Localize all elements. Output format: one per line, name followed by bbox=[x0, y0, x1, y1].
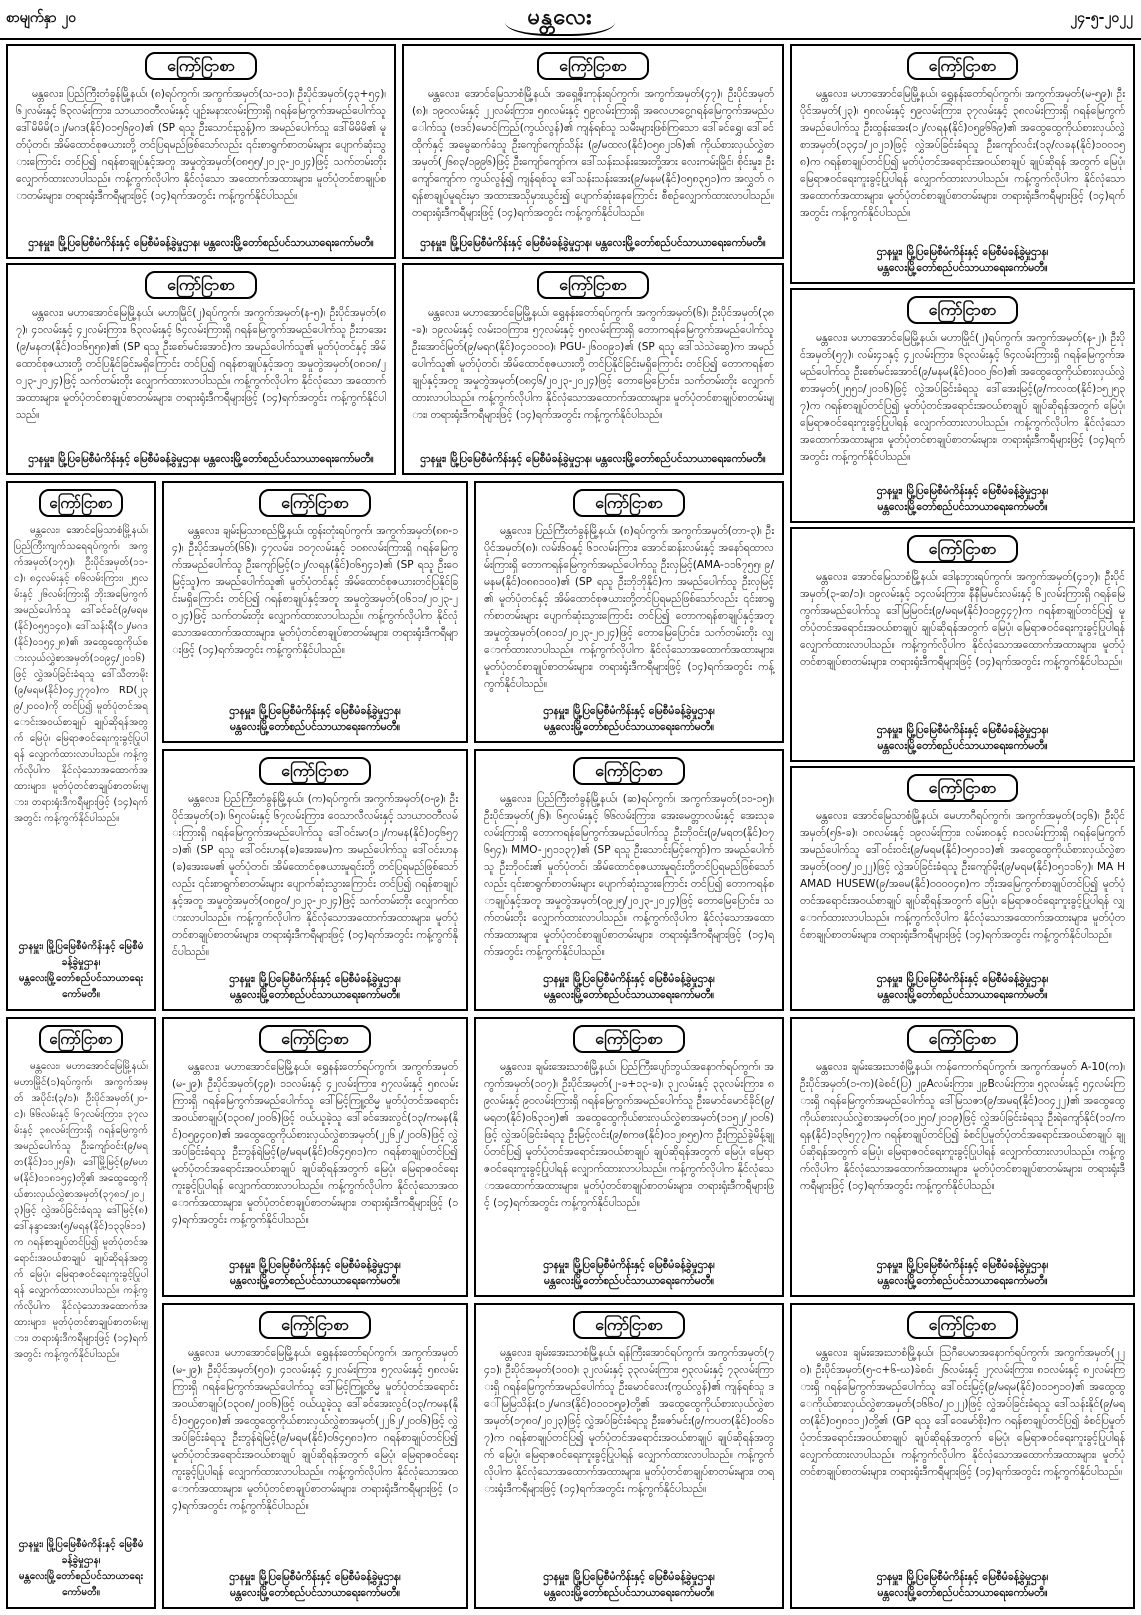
notice-title: ကြော်ငြာစာ bbox=[145, 52, 257, 80]
notice-body: မန္တလေး၊ မဟာအောင်မြေမြို့နယ်၊ မဟာမြိုင်(၂)ရပ်ကွက်၊ အကွက်အမှတ်(န-၂)၊ ဦးပိုင်အမှတ်(၅၇)၊ လမ်း၄၁နှင့် ၄၂လမ်းကြား၊ ၆၃လမ်းနှင့် ၆၄လမ်းကြားရှိ ဂရန်မြေကွက်အမည်ပေါက်သူ ဦးစော်မင်းအောင်(၉/မနမ(နိုင်)၀၀၀၂၆၀)၏ အထွေထွေကိုယ်စားလှယ်လွှဲစာအမှတ်(၂၅၅၁/၂၀၁၆)ဖြင့် လွှဲအပ်ခြင်းခံရသူ ဒေါ်အေးမြင့်(၉/ကလထ(နိုင်)၁၅၂၅၃၇)က ဂရန်စာချုပ်တင်ပြ၍ မူတ်ပုံတင်အရောင်းအဝယ်စာချုပ် ချုပ်ဆိုရန်အတွက် မြေပုံ၊ မြေရာဇဝင်ရေးကူးခွင့်ပြုပါရန် လျှောက်ထားလာပါသည်။ ကန့်ကွက်လိုပါက နိုင်လုံသောအထောက်အထားများ၊ မူတ်ပုံတင်စာချုပ်စာတမ်းများ၊ တရားရုံးဒီကရီများဖြင့် (၁၄)ရက်အတွင်း ကန့်ကွက်နိုင်ပါသည်။ bbox=[800, 332, 1125, 463]
newspaper-logo: မန္တလေး bbox=[505, 2, 615, 36]
notice-body: မန္တလေး၊ ချမ်းအေးသာစံမြို့နယ်၊ ပြည်ကြီးပျော်ဘွယ်အနောက်ရပ်ကွက်၊ အကွက်အမှတ်(၁၀၇)၊ ဦးပိုင်အမှတ်(၂-ခ+၁၃-ခ)၊ ၃၂လမ်းနှင့် ၃၃လမ်းကြား၊ ၈၉လမ်းနှင့် ၉၀လမ်းကြားရှိ ဂရန်မြေကွက်အမည်ပေါက်သူ ဦးမောင်မောင်ခိုင်(၉/မရတ(နိုင်)၀၆၃၁၅)၏ အထွေထွေကိုယ်စားလှယ်လွှဲစာအမှတ်(၁၁၅၂/၂၀၀၆)ဖြင့် လွှဲအပ်ခြင်းခံရသူ ဦးမြင့်လင်း(၉/စကဖ(နိုင်)၀၁၂၈၅၅)က ဦးကြည်ခွဲမိန့်ချုပ်တင်ပြ၍ မူတ်ပုံတင်အရောင်းအဝယ်စာချုပ် ချုပ်ဆိုရန်အတွက် မြေပုံ၊ မြေရာဇဝင်ရေးကူးခွင့်ပြုပါရန် လျှောက်ထားလာပါသည်။ ကန့်ကွက်လိုပါက နိုင်လုံသောအထောက်အထားများ၊ မူတ်ပုံတင်စာချုပ်စာတမ်းများ၊ တရားရုံးဒီကရီများဖြင့် (၁၄)ရက်အတွင်း ကန့်ကွက်နိုင်ပါသည်။ bbox=[484, 1061, 774, 1209]
notice-body: မန္တလေး၊ အောင်မြေသာစံမြို့နယ်၊ ပြည်ကြီးကျက်သရေရပ်ကွက်၊ အကွက်အမှတ်(၁၇၅)၊ ဦးပိုင်အမှတ်(၁၁-င)၊ ၈၄လမ်းနှင့် ၈၆လမ်းကြား၊ ၂၅လမ်းနှင့် ၂၆လမ်းကြားရှိ ဘိုးအမြေကွက်အမည်ပေါက်သူ ဒေါ်ခင်ခင်(၉/မရမ(နိုင်)၀၅၅၁၄၀)၊ ဒေါ်သန်းရီ(၁၂/မဂဒ(နိုင်)၀၁၅၄၂၈)၏ အထွေထွေကိုယ်စားလှယ်လွှဲစာအမှတ်(၁၀၉၄/၂၀၁၆)ဖြင့် လွှဲအပ်ခြင်းခံရသူ ဒေါ်သီတာမိုး(၉/မရမ(နိုင်)၀၄၂၇၇၀)က RD(၂၃၉/၂၀၀၀)ကို တင်ပြ၍ မူတ်ပုံတင်အရောင်းအဝယ်စာချုပ် ချုပ်ဆိုရန်အတွက် မြေပုံ၊ မြေရာဇဝင်ရေးကူးခွင့်ပြုပါရန် လျှောက်ထားလာပါသည်။ ကန့်ကွက်လိုပါက နိုင်လုံသောအထောက်အထားများ၊ မူတ်ပုံတင်စာချုပ်စာတမ်းများ၊ တရားရုံးဒီကရီများဖြင့် (၁၄)ရက်အတွင်း ကန့်ကွက်နိုင်ပါသည်။ bbox=[14, 525, 148, 824]
notice-box bbox=[790, 44, 1135, 284]
notice-box bbox=[162, 1303, 468, 1609]
notice-box bbox=[474, 481, 784, 743]
notice-title: ကြော်ငြာစာ bbox=[907, 774, 1019, 802]
notice-title: ကြော်ငြာစာ bbox=[907, 535, 1019, 563]
notice-title: ကြော်ငြာစာ bbox=[145, 271, 257, 299]
notice-signature: ဌာနမှူး၊ မြို့ပြမြေစီမံကိန်းနှင့် မြေစီမံခန့်ခွဲမှုဌာန၊ မန္တလေးမြို့တော်စည်ပင်သာယာရေးကော်မတီ။ bbox=[229, 1571, 401, 1599]
notice-signature: ဌာနမှူး၊ မြို့ပြမြေစီမံကိန်းနှင့် မြေစီမံခန့်ခွဲမှုဌာန၊ မန္တလေးမြို့တော်စည်ပင်သာယာရေးကော်မတီ။ bbox=[420, 237, 766, 249]
notice-body: မန္တလေး၊ မဟာအောင်မြေမြို့နယ်၊ မဟာမြိုင်(၂)ရပ်ကွက်၊ အကွက်အမှတ်(န-၅)၊ ဦးပိုင်အမှတ်(၈၇)၊ ၄၁လမ်းနှင့် ၄၂လမ်းကြား၊ ၆၃လမ်းနှင့် ၆၄လမ်းကြားရှိ ဂရန်မြေကွက်အမည်ပေါက်သူ ဦးဘအေး(၉/မနတ(နိုင်)၀၁၆၅၅၈)၏ (SP ရသူ ဦးစော်မင်းအောင်)က အမည်ပေါက်သူ၏ မူတ်ပုံတင်နှင့် အိမ်ထောင်စုဇယားတို့ တင်ပြနိုင်ခြင်းမရှိကြောင်း တင်ပြ၍ ဂရန်စာချုပ်နှင့်အတူ အမှုတွဲအမှတ်(၀၈၁၈/၂၀၂၃-၂၀၂၄)ဖြင့် သက်တမ်းတိုး လျှောက်ထားလာပါသည်။ ကန့်ကွက်လိုပါက နိုင်လုံသော အထောက်အထားများ၊ မူတ်ပုံတင်စာချုပ်စာတမ်းများ၊ တရားရုံးဒီကရီများဖြင့် (၁၄)ရက်အတွင်း ကန့်ကွက်နိုင်ပါသည်။ bbox=[16, 307, 386, 421]
notice-signature: ဌာနမှူး၊ မြို့ပြမြေစီမံကိန်းနှင့် မြေစီမံခန့်ခွဲမှုဌာန၊ မန္တလေးမြို့တော်စည်ပင်သာယာရေးကော်မတီ။ bbox=[18, 941, 144, 1000]
notice-body: မန္တလေး၊ ပြည်ကြီးတံခွန်မြို့နယ်၊ (က)ရပ်ကွက်၊ အကွက်အမှတ်(၀-၉)၊ ဦးပိုင်အမှတ်(၁)၊ ၆၅လမ်းနှင့် ၆၇လမ်းကြား၊ ဝေသာလီလမ်းနှင့် သာယာဝတီလမ်းကြားရှိ ဂရန်မြေကွက်အမည်ပေါက်သူ ဒေါ်ဝင်းမာ(၁၂/ကမန(နိုင်)၀၄၆၅၇၁)၏ (SP ရသူ ဒေါ်ဝင်းဟန(ခ)အေးမေ)က အမည်ပေါက်သူ ဒေါ်ဝင်းဟန(ခ)အေးမေ၏ မူတ်ပုံတင်၊ အိမ်ထောင်စုဇယားမူရင်းတို့ တင်ပြရမည်ဖြစ်သော်လည်း ၎င်းစာရွက်စာတမ်းများ ပျောက်ဆုံးသွားကြောင်း တင်ပြ၍ ဂရန်စာချုပ်နှင့်အတူ အမှုတွဲအမှတ်(၀၈၉၀/၂၀၂၃-၂၀၂၄)ဖြင့် သက်တမ်းတိုး လျှောက်ထားလာပါသည်။ ကန့်ကွက်လိုပါက နိုင်လုံသောအထောက်အထားများ၊ မူတ်ပုံတင်စာချုပ်စာတမ်းများ၊ တရားရုံးဒီကရီများဖြင့် (၁၄)ရက်အတွင်း ကန့်ကွက်နိုင်ပါသည်။ bbox=[172, 793, 458, 958]
notice-title: ကြော်ငြာစာ bbox=[259, 1025, 371, 1053]
notice-box bbox=[6, 1017, 156, 1609]
notice-body: မန္တလေး၊ မဟာအောင်မြေမြို့နယ်၊ ရွှေနန်းတော်ရပ်ကွက်၊ အကွက်အမှတ်(၆)၊ ဦးပိုင်အမှတ်(၃၈-ခ)၊ ၁၉လမ်းနှင့် လမ်း၁၀ကြား၊ ၅၇လမ်းနှင့် ၅၈လမ်းကြားရှိ တောကရန်မြေကွက်အမည်ပေါက်သူ ဦးအောင်မြတ်(၉/မရဂ(နိုင်)၀၄၁၀၁၀)၊ PGU-၂၆၀၀၉၁)၏ (SP ရသူ ဒေါ်သဲသဲဆွေ)က အမည်ပေါက်သူ၏ မူတ်ပုံတင်၊ အိမ်ထောင်စုဇယားတို့ တင်ပြနိုင်ခြင်းမရှိကြောင်း တင်ပြ၍ တောကရန်စာချုပ်နှင့်အတူ အမှုတွဲအမှတ်(၀၈၄၆/၂၀၂၃-၂၀၂၄)ဖြင့် တောမြေပြောင်း၊ သက်တမ်းတိုး လျှောက်ထားလာပါသည်။ ကန့်ကွက်လိုပါက နိုင်လုံသောအထောက်အထားများ၊ မူတ်ပုံတင်စာချုပ်စာတမ်းများ၊ တရားရုံးဒီကရီများဖြင့် (၁၄)ရက်အတွင်း ကန့်ကွက်နိုင်ပါသည်။ bbox=[412, 307, 774, 421]
notice-title: ကြော်ငြာစာ bbox=[907, 1025, 1019, 1053]
notice-box bbox=[790, 527, 1135, 762]
notice-signature: ဌာနမှူး၊ မြို့ပြမြေစီမံကိန်းနှင့် မြေစီမံခန့်ခွဲမှုဌာန၊ မန္တလေးမြို့တော်စည်ပင်သာယာရေးကော်မတီ။ bbox=[28, 453, 374, 465]
notice-title: ကြော်ငြာစာ bbox=[39, 1025, 122, 1053]
notice-box bbox=[790, 1017, 1135, 1297]
notice-body: မန္တလေး၊ ချမ်းမြသာစည်မြို့နယ်၊ ထွန်းတုံးရပ်ကွက်၊ အကွက်အမှတ်(၈၈-၁၄)၊ ဦးပိုင်အမှတ်(၆၆)၊ ၄၇လမ်း၊ ၁၀၇လမ်းနှင့် ၁၀၈လမ်းကြားရှိ ဂရန်မြေကွက်အမည်ပေါက်သူ ဦးကျော်မြင့်(၁၂/လရန(နိုင်)၀၆၅၄၁)၏ (SP ရသူ ဦးဝေမြင့်သူ)က အမည်ပေါက်သူ၏ မူတ်ပုံတင်နှင့် အိမ်ထောင်စုဇယားတင်ပြနိုင်ခြင်းမရှိကြောင်း တင်ပြ၍ ဂရန်စာချုပ်နှင့်အတူ အမှုတွဲအမှတ်(၀၆၁၁/၂၀၂၃-၂၀၂၄)ဖြင့် သက်တမ်းတိုး လျှောက်ထားလာပါသည်။ ကန့်ကွက်လိုပါက နိုင်လုံသောအထောက်အထားများ၊ မူတ်ပုံတင်စာချုပ်စာတမ်းများ၊ တရားရုံးဒီကရီများဖြင့် (၁၄)ရက်အတွင်း ကန့်ကွက်နိုင်ပါသည်။ bbox=[172, 525, 458, 656]
notice-title: ကြော်ငြာစာ bbox=[907, 296, 1019, 324]
notice-title: ကြော်ငြာစာ bbox=[907, 52, 1019, 80]
notice-signature: ဌာနမှူး၊ မြို့ပြမြေစီမံကိန်းနှင့် မြေစီမံခန့်ခွဲမှုဌာန၊ မန္တလေးမြို့တော်စည်ပင်သာယာရေးကော်မတီ။ bbox=[28, 237, 374, 249]
notice-title: ကြော်ငြာစာ bbox=[907, 1311, 1019, 1339]
notice-title: ကြော်ငြာစာ bbox=[259, 489, 371, 517]
notice-box bbox=[162, 481, 468, 743]
notice-title: ကြော်ငြာစာ bbox=[259, 1311, 371, 1339]
notice-title: ကြော်ငြာစာ bbox=[259, 757, 371, 785]
notice-title: ကြော်ငြာစာ bbox=[573, 489, 685, 517]
notice-box bbox=[402, 44, 784, 259]
notice-title: ကြော်ငြာစာ bbox=[573, 1025, 685, 1053]
notice-signature: ဌာနမှူး၊ မြို့ပြမြေစီမံကိန်းနှင့် မြေစီမံခန့်ခွဲမှုဌာန၊ မန္တလေးမြို့တော်စည်ပင်သာယာရေးကော်မတီ။ bbox=[229, 973, 401, 1001]
notice-body: မန္တလေး၊ အောင်မြေသာစံမြို့နယ်၊ အရှေ့ဇိုးကုန်းရပ်ကွက်၊ အကွက်အမှတ်(၄၇)၊ ဦးပိုင်အမှတ်(၈)၊ ၁၉၀လမ်းနှင့် ၂၂လမ်းကြား၊ ၅၈လမ်းနှင့် ၅၉လမ်းကြားရှိ အဓလဟငွေ့ဂရန်မြေကွက်အမည်ပေါက်သူ (ဗဒင်)မောင်ကြည်(ကွယ်လွန်)၏ ကျန်ရစ်သူ သမီးများဖြစ်ကြသော ဒေါ်ခင်ရွှေ၊ ဒေါ်ခင်ထိုက်နှင့် အမွေဆက်ခံသူ ဦးကျော်ကျော်သိန်း (၉/မထလ(နိုင်)၀၅၈၂၁၆)၏ ကိုယ်စားလှယ်လွှဲစာအမှတ်(၂၆၈၃/၁၉၉၆)ဖြင့် ဦးကျော်ကျော်က၊ ဒေါ်သန်းသန်းအေးတို့အား လေးကမ်းမြိုင်၊ စိုင်းမှုး၊ ဦးကျော်ကျော်က ကွယ်လွန်၍ ကျန်ရစ်သူ ဒေါ်သန်းသန်းအေး(၉/မနမ(နိုင်)၀၅၈၃၅၁)က အလွှတ် ဂရန်စာချုပ်မူရင်းမှာ အထားအသိုမှားယွင်း၍ ပျောက်ဆုံးနေကြောင်း စီစဉ်လျှောက်ထားလာပါသည်။ တရားရုံးဒီကရီများဖြင့် (၁၄)ရက်အတွင်း ကန့်ကွက်နိုင်ပါသည်။ bbox=[412, 88, 774, 219]
notice-box bbox=[474, 1017, 784, 1297]
notice-title: ကြော်ငြာစာ bbox=[537, 271, 649, 299]
notice-signature: ဌာနမှူး၊ မြို့ပြမြေစီမံကိန်းနှင့် မြေစီမံခန့်ခွဲမှုဌာန၊ မန္တလေးမြို့တော်စည်ပင်သာယာရေးကော်မတီ။ bbox=[876, 485, 1049, 513]
notice-body: မန္တလေး၊ မဟာအောင်မြေမြို့နယ်၊ ရွှေနန်းတော်ရပ်ကွက်၊ အကွက်အမှတ်(မ-၂၉)၊ ဦးပိုင်အမှတ်(၄၉)၊ ၁၁လမ်းနှင့် ၄၂လမ်းကြား၊ ၅၇လမ်းနှင့် ၅၈လမ်းကြားရှိ ဂရန်မြေကွက်အမည်ပေါက်သူ ဒေါ်မြင့်ကြူ့ထိမ္မ မူတ်ပုံတင်အရောင်းအဝယ်စာချုပ်(၁၃၀၈/၂၀၀၆)ဖြင့် ဝယ်ယူခဲ့သူ ဒေါ်ခင်အေးလွင်(၁၃/ကမန(နိုင်)၀၅၉၄၀၈)၏ အထွေထွေကိုယ်စားလှယ်လွှဲစာအမှတ်(၂၂၆၂/၂၀၀၆)ဖြင့် လွှဲအပ်ခြင်းခံရသူ ဦးဘွန်ရဲမြင့်(၉/မရမ(နိုင်)၀၆၄၅၈၁)က ဂရန်စာချုပ်တင်ပြ၍ မူတ်ပုံတင်အရောင်းအဝယ်စာချုပ် ချုပ်ဆိုရန်အတွက် မြေပုံ၊ မြေရာဇဝင်ရေးကူးခွင့်ပြုပါရန် လျှောက်ထားလာပါသည်။ ကန့်ကွက်လိုပါက နိုင်လုံသောအထောက်အထားများ၊ မူတ်ပုံတင်စာချုပ်စာတမ်းများ၊ တရားရုံးဒီကရီများဖြင့် (၁၄)ရက်အတွင်း ကန့်ကွက်နိုင်ပါသည်။ bbox=[172, 1061, 458, 1226]
notice-title: ကြော်ငြာစာ bbox=[537, 52, 649, 80]
notice-body: မန္တလေး၊ ပြည်ကြီးတံခွန်မြို့နယ်၊ (ဆ)ရပ်ကွက်၊ အကွက်အမှတ်(၁၁-၁၅)၊ ဦးပိုင်အမှတ်(၂၆)၊ ၆၅လမ်းနှင့် ၆၆လမ်းကြား၊ အေးမေတ္တာလမ်းနှင့် အေးသုခလမ်းကြားရှိ တောကရန်မြေကွက်အမည်ပေါက်သူ ဦးဘိုဝင်း(၉/မရတ(နိုင်)၀၇၆၅၄)၊ MMO-၂၅၁၁၃၇)၏ (SP ရသူ ဦးသောင်းမြင့်ကျော်)က အမည်ပေါက်သူ ဦးဘိုဝင်း၏ မူတ်ပုံတင်၊ အိမ်ထောင်စုဇယားမူရင်းတို့တင်ပြရမည်ဖြစ်သော်လည်း ၎င်းစာရွက်စာတမ်းများ ပျောက်ဆုံးသွားကြောင်း တင်ပြ၍ တောကရန်စာချုပ်နှင့်အတူ အမှုတွဲအမှတ်(၀၉၂၅/၂၀၂၃-၂၀၂၄)ဖြင့် တောမြေပြောင်း၊ သက်တမ်းတိုး လျှောက်ထားလာပါသည်။ ကန့်ကွက်လိုပါက နိုင်လုံသောအထောက်အထားများ၊ မူတ်ပုံတင်စာချုပ်စာတမ်းများ၊ တရားရုံးဒီကရီများဖြင့် (၁၄)ရက်အတွင်း ကန့်ကွက်နိုင်ပါသည်။ bbox=[484, 793, 774, 958]
page-number: စာမျက်နှာ ၂၀ bbox=[6, 10, 77, 26]
notice-box bbox=[790, 288, 1135, 523]
notice-body: မန္တလေး၊ အောင်မြေသာစံမြို့နယ်၊ မေဟာဂီရပ်ကွက်၊ အကွက်အမှတ်(၁၄၆)၊ ဦးပိုင်အမှတ်(၅၆-ခ)၊ ၁၈လမ်းနှင့် ၁၉လမ်းကြား၊ လမ်း၈၀နှင့် ၈၁လမ်းကြားရှိ ဂရန်မြေကွက်အမည်ပေါက်သူ ဒေါ်ဝင်းဝင်း(၉/မရမ(နိုင်)၀၅၀၁၁)၏ အထွေထွေကိုယ်စားလှယ်လွှဲစာအမှတ်(၀၀၅/၂၀၂၂)ဖြင့် လွှဲအပ်ခြင်းခံရသူ ဦးကျော်မိုး(၉/မရမ(နိုင်)၀၅၁၁၆၇)၊ MA HAMAD HUSEW(၉/အဓမ(နိုင်)၀၀၀၀၄၈)က ဘိုးအမြေကွက်စာချုပ်တင်ပြ၍ မူတ်ပုံတင်အရောင်းအဝယ်စာချုပ် ချုပ်ဆိုရန်အတွက် မြေပုံ၊ မြေရာဇဝင်ရေးကူးခွင့်ပြုပါရန် လျှောက်ထားလာပါသည်။ ကန့်ကွက်လိုပါက နိုင်လုံသောအထောက်အထားများ၊ မူတ်ပုံတင်စာချုပ်စာတမ်းများ၊ တရားရုံးဒီကရီများဖြင့် (၁၄)ရက်အတွင်း ကန့်ကွက်နိုင်ပါသည်။ bbox=[800, 810, 1125, 941]
notice-signature: ဌာနမှူး၊ မြို့ပြမြေစီမံကိန်းနှင့် မြေစီမံခန့်ခွဲမှုဌာန၊ မန္တလေးမြို့တော်စည်ပင်သာယာရေးကော်မတီ။ bbox=[876, 724, 1049, 752]
notice-body: မန္တလေး၊ ချမ်းအေးသာစံမြို့နယ်၊ ကန်ကောက်ရပ်ကွက်၊ အကွက်အမှတ် A-10(က)၊ ဦးပိုင်အမှတ်(၁-က)(ခဲစင်(ပြ) ၂၉Aလမ်းကြား၊ ၂၉Bလမ်းကြား၊ ၅၃လမ်းနှင့် ၅၄လမ်းကြားရှိ ဂရန်မြေကွက်အမည်ပေါက်သူ ဒေါ်မြသဇာ(၉/အမရ(နိုင်)၀၀၄၂၂)၏ အထွေထွေကိုယ်စားလှယ်လွှဲစာအမှတ်(၁၀၂၅၀/၂၀၁၉)ဖြင့် လွှဲအပ်ခြင်းခံရသူ ဦးရဲကျော်နိုင်(၁၁/ကရန(နိုင်)၁၃၆၅၇၇)က ဂရန်စာချုပ်တင်ပြ၍ ခံစင်ပြမူတ်ပုံတင်အရောင်းအဝယ်စာချုပ် ချုပ်ဆိုရန်အတွက် မြေပုံ၊ မြေရာဇဝင်ရေးကူးခွင့်ပြုပါရန် လျှောက်ထားလာပါသည်။ ကန့်ကွက်လိုပါက နိုင်လုံသောအထောက်အထားများ၊ မူတ်ပုံတင်စာချုပ်စာတမ်းများ၊ တရားရုံးဒီကရီများဖြင့် (၁၄)ရက်အတွင်း ကန့်ကွက်နိုင်ပါသည်။ bbox=[800, 1061, 1125, 1192]
notice-body: မန္တလေး၊ ချမ်းအေးသာစံမြို့နယ်၊ ဩဂီပေမာအနောက်ရပ်ကွက်၊ အကွက်အမှတ်(၂၂၀)၊ ဦးပိုင်အမှတ်(၅-င+၆-ဃ)ခဲစင်၊ ၂၆လမ်းနှင့် ၂၇လမ်းကြား၊ ၈၁လမ်းနှင့် ၈၂လမ်းကြားရှိ ဂရန်မြေကွက်အမည်ပေါက်သူ ဒေါ်ဝင်းမြင့်(၉/မရမ(နိုင်)၀၁၁၅၁၀)၏ အထွေထွေကိုယ်စားလှယ်လွှဲစာအမှတ်(၁၆၆၀/၂၀၂၂)ဖြင့် လွှဲအပ်ခြင်းခံရသူ ဒေါ်သန်းနိုင်(၉/မရတ(နိုင်)၀၅၈၁၁၂)တို့၏ (GP ရသူ ဒေါ်ဝေမော်စိုး)က ဂရန်စာချုပ်တင်ပြ၍ ခံစင်ပြမူတ်ပုံတင်အရောင်းအဝယ်စာချုပ် ချုပ်ဆိုရန်အတွက် မြေပုံ၊ မြေရာဇဝင်ရေးကူးခွင့်ပြုပါရန် လျှောက်ထားလာပါသည်။ ကန့်ကွက်လိုပါက နိုင်လုံသောအထောက်အထားများ၊ မူတ်ပုံတင်စာချုပ်စာတမ်းများ၊ တရားရုံးဒီကရီများဖြင့် (၁၄)ရက်အတွင်း ကန့်ကွက်နိုင်ပါသည်။ bbox=[800, 1347, 1125, 1478]
notice-body: မန္တလေး၊ ပြည်ကြီးတံခွန်မြို့နယ်၊ (၈)ရပ်ကွက်၊ အကွက်အမှတ်(သ-၁၁)၊ ဦးပိုင်အမှတ်(၄၃+၅၄)၊ ၆၂လမ်းနှင့် ၆၃လမ်းကြား၊ သာယာဝတီလမ်းနှင့် ပျဉ်းမနားလမ်းကြားရှိ ဂရန်မြေကွက်အမည်ပေါက်သူ ဒေါ်မိမိမိ(၁၂/မဂဒ(နိုင်)၀၁၅၆၉၀)၏ (SP ရသူ ဦးသောင်းညွန့်)က အမည်ပေါက်သူ ဒေါ်မိမိမိ၏ မူတ်ပုံတင်၊ အိမ်ထောင်စုဇယားတို့ တင်ပြရမည်ဖြစ်သော်လည်း ၎င်းစာရွက်စာတမ်းများ ပျောက်ဆုံးသွားကြောင်း တင်ပြ၍ ဂရန်စာချုပ်နှင့်အတူ အမှုတွဲအမှတ်(၀၈၅၅/၂၀၂၃-၂၀၂၄)ဖြင့် သက်တမ်းတိုး လျှောက်ထားလာပါသည်။ ကန့်ကွက်လိုပါက နိုင်လုံသော အထောက်အထားများ၊ မူတ်ပုံတင်စာချုပ်စာတမ်းများ၊ တရားရုံးဒီကရီများဖြင့် (၁၄)ရက်အတွင်း ကန့်ကွက်နိုင်ပါသည်။ bbox=[16, 88, 387, 202]
notice-signature: ဌာနမှူး၊ မြို့ပြမြေစီမံကိန်းနှင့် မြေစီမံခန့်ခွဲမှုဌာန၊ မန္တလေးမြို့တော်စည်ပင်သာယာရေးကော်မတီ။ bbox=[543, 973, 715, 1001]
notice-box bbox=[6, 263, 396, 475]
notice-signature: ဌာနမှူး၊ မြို့ပြမြေစီမံကိန်းနှင့် မြေစီမံခန့်ခွဲမှုဌာန၊ မန္တလေးမြို့တော်စည်ပင်သာယာရေးကော်မတီ။ bbox=[543, 1571, 715, 1599]
notice-signature: ဌာနမှူး၊ မြို့ပြမြေစီမံကိန်းနှင့် မြေစီမံခန့်ခွဲမှုဌာန၊ မန္တလေးမြို့တော်စည်ပင်သာယာရေးကော်မတီ။ bbox=[420, 453, 766, 465]
notice-box bbox=[790, 766, 1135, 1011]
notice-body: မန္တလေး၊ မဟာအောင်မြေမြို့နယ်၊ မဟာမြိုင်(၁)ရပ်ကွက်၊ အကွက်အမှတ် အပိုင်း(၃/၁)၊ ဦးပိုင်အမှတ်(၂၀-င)၊ ၆၆လမ်းနှင့် ၆၇လမ်းကြား၊ ၃၇လမ်းနှင့် ၃၈လမ်းကြားရှိ ဂရန်မြေကွက်အမည်ပေါက်သူ ဦးကျော်ဝင်း(၉/မရတ(နိုင်)၁၁၂၅၆)၊ ဒေါ်မြို့မြင့်(၉/မဟမ(နိုင်)၀၁၈၁၅၄)တို့၏ အထွေထွေကိုယ်စားလှယ်လွှဲစာအမှတ်(၃၇၈၁/၂၀၂၃)ဖြင့် လွှဲအပ်ခြင်းခံရသူ ဒေါ်မြင့်(၈)ဒေါ်နန္ဒာအေး(၅/မရန(နိုင်)၁၃၃၆၁၁)က ဂရန်စာချုပ်တင်ပြ၍ မူတ်ပုံတင်အရောင်းအဝယ်စာချုပ် ချုပ်ဆိုရန်အတွက် မြေပုံ၊ မြေရာဇဝင်ရေးကူးခွင့်ပြုပါရန် လျှောက်ထားလာပါသည်။ ကန့်ကွက်လိုပါက နိုင်လုံသောအထောက်အထားများ၊ မူတ်ပုံတင်စာချုပ်စာတမ်းများ၊ တရားရုံးဒီကရီများဖြင့် (၁၄)ရက်အတွင်း ကန့်ကွက်နိုင်ပါသည်။ bbox=[14, 1061, 148, 1360]
notice-signature: ဌာနမှူး၊ မြို့ပြမြေစီမံကိန်းနှင့် မြေစီမံခန့်ခွဲမှုဌာန၊ မန္တလေးမြို့တော်စည်ပင်သာယာရေးကော်မတီ။ bbox=[876, 246, 1049, 274]
page-header bbox=[0, 0, 1141, 40]
notice-box bbox=[162, 1017, 468, 1297]
notice-body: မန္တလေး၊ မဟာအောင်မြေမြို့နယ်၊ ရွှေနန်းတော်ရပ်ကွက်၊ အကွက်အမှတ်(မ-၅၉)၊ ဦးပိုင်အမှတ်(၂၃)၊ ၅၈လမ်းနှင့် ၅၉လမ်းကြား၊ ၃၇လမ်းနှင့် ၃၈လမ်းကြားရှိ ဂရန်မြေကွက်အမည်ပေါက်သူ ဦးထွန်းအေး(၁၂/လရန(နိုင်)၀၅၉၆၆၉)၏ အထွေထွေကိုယ်စားလှယ်လွှဲစာအမှတ်(၁၃၄၁/၂၀၂၁)ဖြင့် လွှဲအပ်ခြင်းခံရသူ ဦးကျော်လင်း(၁၃/လခန(နိုင်)၁၀၀၁၅၈)က ဂရန်စာချုပ်တင်ပြ၍ မူတ်ပုံတင်အရောင်းအဝယ်စာချုပ် ချုပ်ဆိုရန် အတွက် မြေပုံ၊ မြေရာဇဝင်ရေးကူးခွင့်ပြုပါရန် လျှောက်ထားလာပါသည်။ ကန့်ကွက်လိုပါက နိုင်လုံသောအထောက်အထားများ၊ မူတ်ပုံတင်စာချုပ်စာတမ်းများ၊ တရားရုံးဒီကရီများဖြင့် (၁၄)ရက်အတွင်း ကန့်ကွက်နိုင်ပါသည်။ bbox=[800, 88, 1125, 219]
notice-title: ကြော်ငြာစာ bbox=[573, 1311, 685, 1339]
notice-box bbox=[474, 749, 784, 1011]
notice-box bbox=[6, 481, 156, 1011]
notice-box bbox=[6, 44, 396, 259]
notice-signature: ဌာနမှူး၊ မြို့ပြမြေစီမံကိန်းနှင့် မြေစီမံခန့်ခွဲမှုဌာန၊ မန္တလေးမြို့တော်စည်ပင်သာယာရေးကော်မတီ။ bbox=[543, 1259, 715, 1287]
notice-box bbox=[402, 263, 784, 475]
notice-box bbox=[474, 1303, 784, 1609]
notice-signature: ဌာနမှူး၊ မြို့ပြမြေစီမံကိန်းနှင့် မြေစီမံခန့်ခွဲမှုဌာန၊ မန္တလေးမြို့တော်စည်ပင်သာယာရေးကော်မတီ။ bbox=[876, 973, 1049, 1001]
notice-box bbox=[790, 1303, 1135, 1609]
notice-signature: ဌာနမှူး၊ မြို့ပြမြေစီမံကိန်းနှင့် မြေစီမံခန့်ခွဲမှုဌာန၊ မန္တလေးမြို့တော်စည်ပင်သာယာရေးကော်မတီ။ bbox=[876, 1259, 1049, 1287]
notice-signature: ဌာနမှူး၊ မြို့ပြမြေစီမံကိန်းနှင့် မြေစီမံခန့်ခွဲမှုဌာန၊ မန္တလေးမြို့တော်စည်ပင်သာယာရေးကော်မတီ။ bbox=[876, 1571, 1049, 1599]
notice-title: ကြော်ငြာစာ bbox=[573, 757, 685, 785]
notice-signature: ဌာနမှူး၊ မြို့ပြမြေစီမံကိန်းနှင့် မြေစီမံခန့်ခွဲမှုဌာန၊ မန္တလေးမြို့တော်စည်ပင်သာယာရေးကော်မတီ။ bbox=[229, 1259, 401, 1287]
issue-date: ၂၄-၅-၂၀၂၂ bbox=[1070, 10, 1133, 26]
notice-body: မန္တလေး၊ ချမ်းအေးသာစံမြို့နယ်၊ ရန်ကြီးအောင်ရပ်ကွက်၊ အကွက်အမှတ်(၇၄၁)၊ ဦးပိုင်အမှတ်(၁၀၀)၊ ၃၂လမ်းနှင့် ၃၃လမ်းကြား၊ ၅၃လမ်းနှင့် ၇၃လမ်းကြားရှိ ဂရန်မြေကွက်အမည်ပေါက်သူ ဦးမောင်လေး(ကွယ်လွန်)၏ ကျန်ရစ်သူ ဒေါ်မြမြသိန်း(၁၂/မဂဒ(နိုင်)၀၁၀၁၅၉)တို့၏ အထွေထွေကိုယ်စားလှယ်လွှဲစာအမှတ်(၁၇၈၀/၂၀၂၃)ဖြင့် လွှဲအပ်ခြင်းခံရသူ ဦးဇော်မင်း(၉/ကပတ(နိုင်)၀၀၆၁၇)က ဂရန်စာချုပ်တင်ပြ၍ မူတ်ပုံတင်အရောင်းအဝယ်စာချုပ် ချုပ်ဆိုရန်အတွက် မြေပုံ၊ မြေရာဇဝင်ရေးကူးခွင့်ပြုပါရန် လျှောက်ထားလာပါသည်။ ကန့်ကွက်လိုပါက နိုင်လုံသောအထောက်အထားများ၊ မူတ်ပုံတင်စာချုပ်စာတမ်းများ၊ တရားရုံးဒီကရီများဖြင့် (၁၄)ရက်အတွင်း ကန့်ကွက်နိုင်ပါသည်။ bbox=[484, 1347, 774, 1495]
notice-box bbox=[162, 749, 468, 1011]
notice-body: မန္တလေး၊ အောင်မြေသာစံမြို့နယ်၊ ဒေါနဘွားရပ်ကွက်၊ အကွက်အမှတ်(၄၁၇)၊ ဦးပိုင်အမှတ်(၃-ဆ/၁)၊ ၁၉လမ်းနှင့် ၁၄လမ်းကြား၊ နီနီမြမင်းလမ်းနှင့် ၆၂လမ်းကြားရှိ ဂရန်မြေကွက်အမည်ပေါက်သူ ဒေါ်မြမြဝင်း(၉/မရမ(နိုင်)၀၁၉၄၄၇)က ဂရန်စာချုပ်တင်ပြ၍ မူတ်ပုံတင်အရောင်းအဝယ်စာချုပ် ချုပ်ဆိုရန်အတွက် မြေပုံ၊ မြေရာဇဝင်ရေးကူးခွင့်ပြုပါရန် လျှောက်ထားလာပါသည်။ ကန့်ကွက်လိုပါက နိုင်လုံသောအထောက်အထားများ၊ မူတ်ပုံတင်စာချုပ်စာတမ်းများ၊ တရားရုံးဒီကရီများဖြင့် (၁၄)ရက်အတွင်း ကန့်ကွက်နိုင်ပါသည်။ bbox=[800, 571, 1125, 668]
notice-signature: ဌာနမှူး၊ မြို့ပြမြေစီမံကိန်းနှင့် မြေစီမံခန့်ခွဲမှုဌာန၊ မန္တလေးမြို့တော်စည်ပင်သာယာရေးကော်မတီ။ bbox=[18, 1539, 144, 1598]
notice-signature: ဌာနမှူး၊ မြို့ပြမြေစီမံကိန်းနှင့် မြေစီမံခန့်ခွဲမှုဌာန၊ မန္တလေးမြို့တော်စည်ပင်သာယာရေးကော်မတီ။ bbox=[229, 705, 401, 733]
notice-signature: ဌာနမှူး၊ မြို့ပြမြေစီမံကိန်းနှင့် မြေစီမံခန့်ခွဲမှုဌာန၊ မန္တလေးမြို့တော်စည်ပင်သာယာရေးကော်မတီ။ bbox=[543, 705, 715, 733]
notice-body: မန္တလေး၊ ပြည်ကြီးတံခွန်မြို့နယ်၊ (၈)ရပ်ကွက်၊ အကွက်အမှတ်(တာ-၃)၊ ဦးပိုင်အမှတ်(၈)၊ လမ်း၆၀နှင့် ၆၁လမ်းကြား၊ အောင်ဆန်းလမ်းနှင့် အနော်ရထာလမ်းကြားရှိ တောကရန်မြေကွက်အမည်ပေါက်သူ ဦးလှမြင့်(AMA-၁၁၆၇၅၅၊ ၉/မနမ(နိုင်)၀၈၈၁၀၀)၏ (SP ရသူ ဦးဘိုဘိုနိုင်)က အမည်ပေါက်သူ ဦးလှမြင့်၏ မူတ်ပုံတင်နှင့် အိမ်ထောင်စုဇယားတို့တင်ပြရမည်ဖြစ်သော်လည်း ၎င်းစာရွက်စာတမ်းများ ပျောက်ဆုံးသွားကြောင်း တင်ပြ၍ တောကရန်စာချုပ်နှင့်အတူ အမှုတွဲအမှတ်(၀၈၁၁/၂၀၂၃-၂၀၂၄)ဖြင့် တောမြေပြောင်း၊ သက်တမ်းတိုး လျှောက်ထားလာပါသည်။ ကန့်ကွက်လိုပါက နိုင်လုံသောအထောက်အထားများ၊ မူတ်ပုံတင်စာချုပ်စာတမ်းများ၊ တရားရုံးဒီကရီများဖြင့် (၁၄)ရက်အတွင်း ကန့်ကွက်နိုင်ပါသည်။ bbox=[484, 525, 774, 690]
notice-body: မန္တလေး၊ မဟာအောင်မြေမြို့နယ်၊ ရွှေနန်းတော်ရပ်ကွက်၊ အကွက်အမှတ်(မ-၂၉)၊ ဦးပိုင်အမှတ်(၅၀)၊ ၄၁လမ်းနှင့် ၄၂လမ်းကြား၊ ၅၇လမ်းနှင့် ၅၈လမ်းကြားရှိ ဂရန်မြေကွက်အမည်ပေါက်သူ ဒေါ်မြင့်ကြူ့ထိမ္မ မူတ်ပုံတင်အရောင်းအဝယ်စာချုပ်(၁၃၀၈/၂၀၀၆)ဖြင့် ဝယ်ယူခဲ့သူ ဒေါ်ခင်အေးလွင်(၁၃/ကမန(နိုင်)၀၅၉၄၀၈)၏ အထွေထွေကိုယ်စားလှယ်လွှဲစာအမှတ်(၂၂၆၂/၂၀၀၆)ဖြင့် လွှဲအပ်ခြင်းခံရသူ ဦးဘွန်ရဲမြင့်(၉/မရမ(နိုင်)၀၆၄၅၈၁)က ဂရန်စာချုပ်တင်ပြ၍ မူတ်ပုံတင်အရောင်းအဝယ်စာချုပ် ချုပ်ဆိုရန်အတွက် မြေပုံ၊ မြေရာဇဝင်ရေးကူးခွင့်ပြုပါရန် လျှောက်ထားလာပါသည်။ ကန့်ကွက်လိုပါက နိုင်လုံသောအထောက်အထားများ၊ မူတ်ပုံတင်စာချုပ်စာတမ်းများ၊ တရားရုံးဒီကရီများဖြင့် (၁၄)ရက်အတွင်း ကန့်ကွက်နိုင်ပါသည်။ bbox=[172, 1347, 458, 1512]
notice-title: ကြော်ငြာစာ bbox=[39, 489, 122, 517]
